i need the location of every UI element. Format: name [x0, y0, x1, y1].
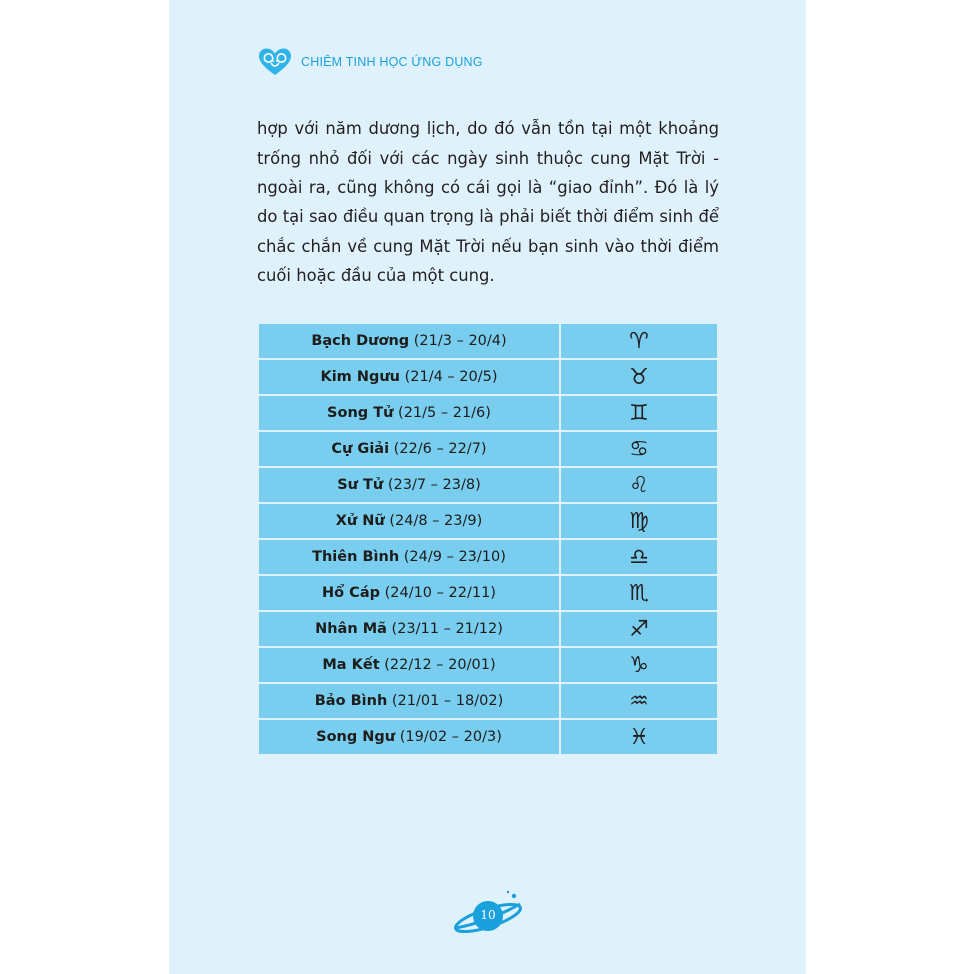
zodiac-name-cell: [258, 503, 560, 539]
zodiac-sign-name: Song Ngư: [316, 729, 396, 745]
zodiac-symbol-icon: ♌︎: [560, 467, 718, 503]
zodiac-sign-name: Sư Tử: [337, 477, 384, 493]
zodiac-row: [258, 647, 718, 683]
zodiac-symbol-icon: ♊︎: [560, 395, 718, 431]
zodiac-date-range: (23/7 – 23/8): [387, 477, 481, 493]
page-number: 10: [480, 908, 496, 922]
zodiac-date-range: (22/12 – 20/01): [384, 657, 496, 673]
page-footer: [452, 888, 524, 944]
zodiac-name-cell: [258, 647, 560, 683]
book-page: [169, 0, 806, 974]
zodiac-table: [257, 322, 719, 756]
zodiac-row: [258, 503, 718, 539]
zodiac-date-range: (24/10 – 22/11): [384, 585, 496, 601]
zodiac-sign-name: Kim Ngưu: [320, 369, 400, 385]
zodiac-row: [258, 683, 718, 719]
zodiac-sign-name: Ma Kết: [322, 657, 380, 673]
zodiac-row: [258, 359, 718, 395]
zodiac-row: [258, 719, 718, 755]
zodiac-name-cell: [258, 323, 560, 359]
aries-ram-heart-icon: [257, 47, 293, 77]
zodiac-row: [258, 539, 718, 575]
zodiac-name-cell: [258, 683, 560, 719]
zodiac-sign-name: Bảo Bình: [314, 693, 388, 709]
zodiac-symbol-icon: ♋︎: [560, 431, 718, 467]
zodiac-name-cell: [258, 719, 560, 755]
running-header: [257, 46, 483, 78]
zodiac-symbol-icon: ♍︎: [560, 503, 718, 539]
zodiac-date-range: (24/8 – 23/9): [389, 513, 483, 529]
zodiac-name-cell: [258, 431, 560, 467]
zodiac-symbol-icon: ♈︎: [560, 323, 718, 359]
zodiac-symbol-icon: ♏︎: [560, 575, 718, 611]
zodiac-date-range: (21/4 – 20/5): [404, 369, 498, 385]
body-paragraph: hợp với năm dương lịch, do đó vẫn tồn tại một khoảng trống nhỏ đối với các ngày sinh thuộc cung Mặt Trời - ngoài ra, cũng không có cái gọi là “giao đỉnh”. Đó là lý do tại sao điều quan trọng là phải biết thời điểm sinh để chắc chắn về cung Mặt Trời nếu bạn sinh vào thời điểm cuối hoặc đầu của một cung.: [257, 119, 719, 285]
zodiac-name-cell: [258, 575, 560, 611]
zodiac-date-range: (21/3 – 20/4): [413, 333, 507, 349]
zodiac-symbol-icon: ♐︎: [560, 611, 718, 647]
zodiac-date-range: (22/6 – 22/7): [393, 441, 487, 457]
zodiac-sign-name: Nhân Mã: [315, 621, 387, 637]
zodiac-symbol-icon: ♉︎: [560, 359, 718, 395]
zodiac-symbol-icon: ♓︎: [560, 719, 718, 755]
zodiac-sign-name: Bạch Dương: [311, 333, 410, 349]
zodiac-row: [258, 575, 718, 611]
zodiac-row: [258, 611, 718, 647]
zodiac-date-range: (19/02 – 20/3): [399, 729, 502, 745]
zodiac-row: [258, 395, 718, 431]
zodiac-date-range: (21/01 – 18/02): [391, 693, 504, 709]
zodiac-row: [258, 467, 718, 503]
zodiac-name-cell: [258, 359, 560, 395]
zodiac-symbol-icon: ♑︎: [560, 647, 718, 683]
zodiac-name-cell: [258, 539, 560, 575]
zodiac-name-cell: [258, 395, 560, 431]
zodiac-sign-name: Xử Nữ: [335, 513, 385, 529]
zodiac-sign-name: Song Tử: [327, 405, 394, 421]
zodiac-sign-name: Cự Giải: [331, 441, 390, 457]
zodiac-date-range: (24/9 – 23/10): [403, 549, 506, 565]
zodiac-row: [258, 431, 718, 467]
zodiac-name-cell: [258, 611, 560, 647]
zodiac-date-range: (21/5 – 21/6): [398, 405, 491, 421]
zodiac-symbol-icon: ♎︎: [560, 539, 718, 575]
zodiac-row: [258, 323, 718, 359]
zodiac-date-range: (23/11 – 21/12): [391, 621, 503, 637]
zodiac-sign-name: Hổ Cáp: [322, 585, 380, 601]
zodiac-name-cell: [258, 467, 560, 503]
zodiac-symbol-icon: ♒︎: [560, 683, 718, 719]
header-title: CHIÊM TINH HỌC ỨNG DỤNG: [301, 55, 483, 69]
zodiac-sign-name: Thiên Bình: [312, 549, 400, 565]
